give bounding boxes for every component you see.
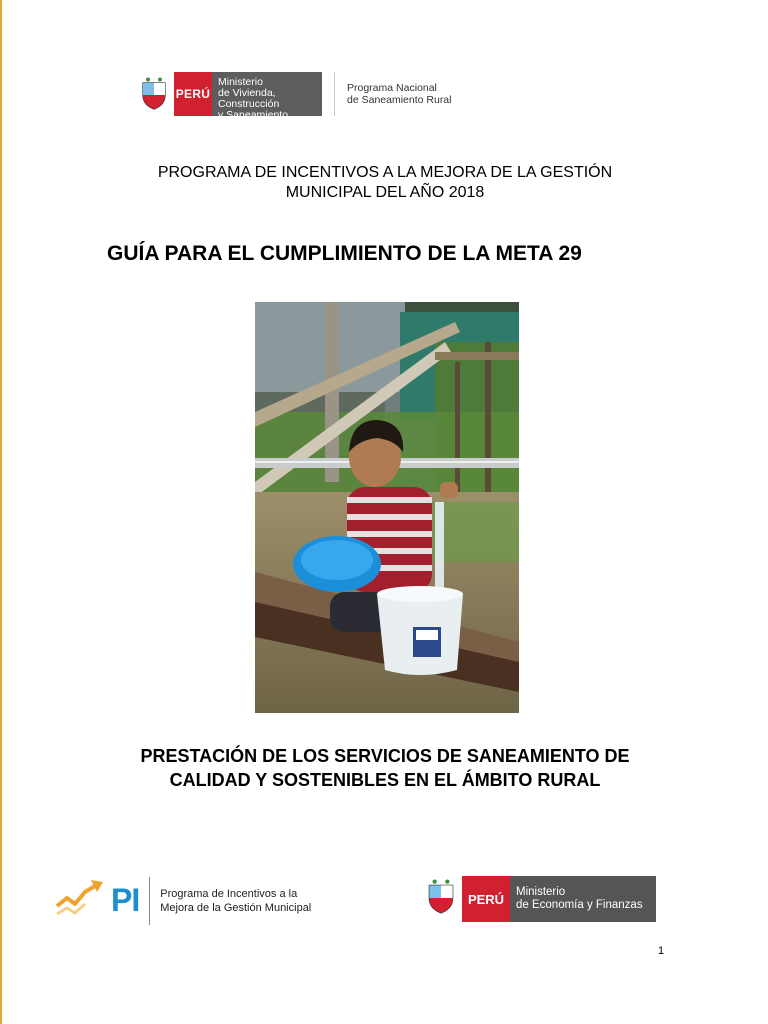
ministry-name: Ministerio de Vivienda, Construcción y Saneamiento: [212, 72, 322, 116]
header-logos: [140, 70, 452, 121]
pi-program-name: Programa de Incentivos a la Mejora de la Gestión Municipal: [160, 887, 312, 914]
growth-arrow-icon: [55, 876, 105, 925]
peru-coat-of-arms-icon: [426, 879, 456, 920]
pi-divider: [149, 877, 150, 925]
page-edge-line: [0, 0, 2, 1024]
mvcs-brand-block: [174, 72, 322, 121]
document-subtitle: PRESTACIÓN DE LOS SERVICIOS DE SANEAMIENTO DE CALIDAD Y SOSTENIBLES EN EL ÁMBITO RURAL: [140, 746, 630, 790]
pi-mark: PI: [111, 882, 140, 918]
guide-title: GUÍA PARA EL CUMPLIMIENTO DE LA META 29: [107, 242, 582, 265]
mef-peru-label: PERÚ: [462, 876, 510, 922]
header-divider: [334, 72, 335, 116]
mef-logo: [426, 876, 656, 922]
program-title: PROGRAMA DE INCENTIVOS A LA MEJORA DE LA GESTIÓN MUNICIPAL DEL AÑO 2018: [157, 164, 613, 201]
cover-photo: [255, 302, 519, 713]
mef-ministry-name: Ministerio de Economía y Finanzas: [510, 876, 656, 922]
pnsr-program-name: Programa Nacional de Saneamiento Rural: [347, 82, 452, 106]
peru-coat-of-arms-icon: [140, 77, 168, 111]
pi-program-logo: [55, 876, 311, 925]
peru-label: PERÚ: [174, 72, 212, 116]
page-number: 1: [658, 945, 665, 957]
